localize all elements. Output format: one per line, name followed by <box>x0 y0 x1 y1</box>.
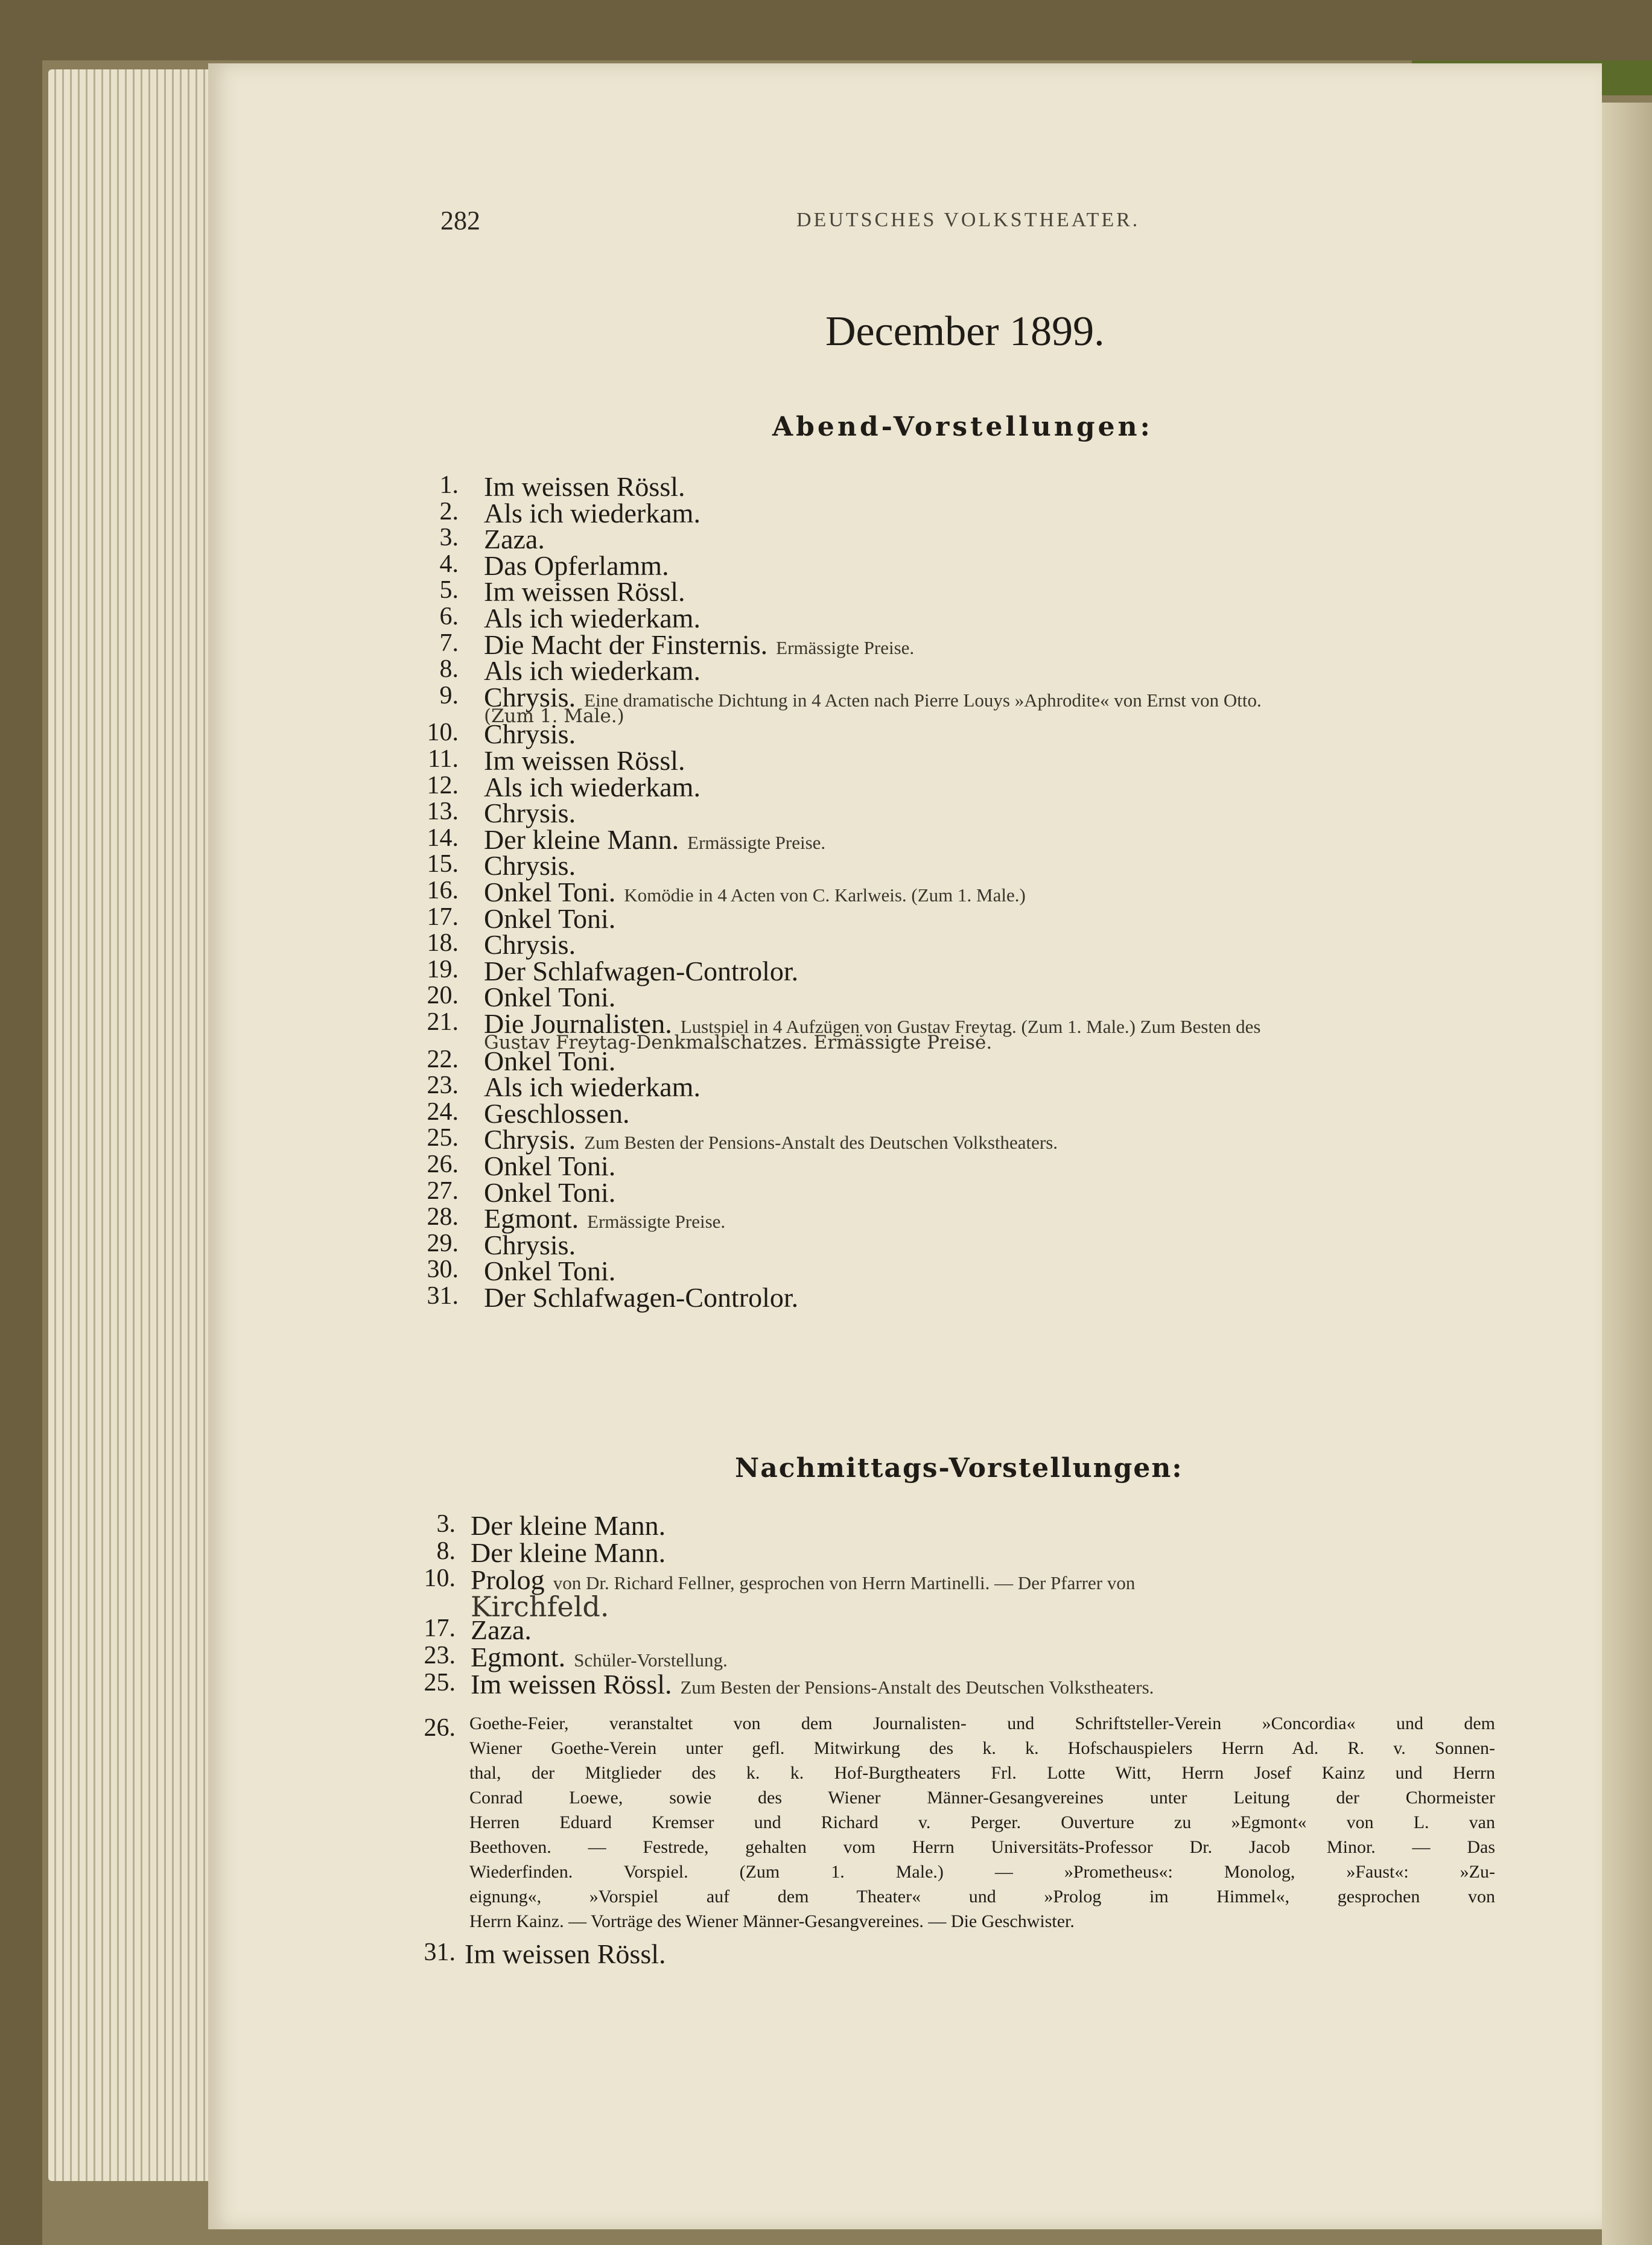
list-item <box>0 1097 1652 1129</box>
list-item <box>0 1281 1652 1313</box>
page-title: December 1899. <box>825 308 1105 355</box>
list-item <box>0 655 1652 687</box>
entry-number: 23. <box>424 1642 456 1669</box>
entry-number: 11. <box>428 745 459 773</box>
list-item <box>0 629 1652 658</box>
entry-title-text: Im weissen Rössl. <box>484 471 685 502</box>
entry-title-text: Im weissen Rössl. <box>471 1669 672 1700</box>
entry-number: 10. <box>424 1564 456 1592</box>
entry-number: 21. <box>427 1008 459 1036</box>
entry-title-text: Onkel Toni. <box>484 1256 616 1287</box>
list-item <box>0 1537 1652 1566</box>
entry-number: 27. <box>427 1176 459 1205</box>
entry-title-text: Zaza. <box>484 524 545 555</box>
entry-title-text: Das Opferlamm. <box>484 550 669 581</box>
entry-title-text: Die Macht der Finsternis. <box>484 629 768 660</box>
list-item <box>0 797 1652 829</box>
list-item <box>0 1255 1652 1287</box>
list-item <box>0 471 1652 500</box>
entry-title-text: Onkel Toni. <box>484 1045 616 1076</box>
entry-number: 13. <box>427 798 459 826</box>
entry-number: 4. <box>439 550 459 578</box>
entry-title-text: Onkel Toni. <box>484 982 616 1013</box>
entry-title-text: Im weissen Rössl. <box>484 576 685 608</box>
entry-title-text: Im weissen Rössl. <box>484 745 685 776</box>
entry-number: 12. <box>427 771 459 799</box>
entry-title-text: Chrysis. <box>484 1229 576 1260</box>
entry-number: 25. <box>427 1124 459 1152</box>
entry-number: 25. <box>424 1669 456 1697</box>
list-item <box>0 1123 1652 1155</box>
paragraph-line: Conrad Loewe, sowie des Wiener Männer-Gesangvereines unter Leitung der Chormeister <box>469 1788 1495 1808</box>
entry-number: 28. <box>427 1203 459 1231</box>
list-item <box>0 771 1652 800</box>
entry-number: 20. <box>427 982 459 1010</box>
entry-note: Zum Besten der Pensions-Anstalt des Deutschen Volkstheaters. <box>680 1677 1154 1698</box>
list-item <box>0 903 1652 932</box>
list-item <box>0 497 1652 529</box>
list-item <box>0 1150 1652 1179</box>
list-item <box>0 681 1652 713</box>
paragraph-line: Herren Eduard Kremser und Richard v. Perger. Ouverture zu »Egmont« von L. van <box>469 1812 1495 1832</box>
entry-title-text: Als ich wiederkam. <box>484 771 701 802</box>
entry-title-text: Der Schlafwagen-Controlor. <box>484 1282 799 1313</box>
entry-title-text: Chrysis. <box>484 1124 576 1155</box>
paragraph-line: Wiederfinden. Vorspiel. (Zum 1. Male.) — »Prometheus«: Monolog, »Faust«: »Zu- <box>469 1862 1495 1882</box>
entry-title <box>484 1281 798 1313</box>
entry-number: 23. <box>427 1072 459 1100</box>
entry-number: 29. <box>427 1229 459 1257</box>
list-item <box>0 1614 1652 1643</box>
list-item <box>0 576 1652 608</box>
paragraph-line: Herrn Kainz. — Vorträge des Wiener Männer-Gesangvereines. — Die Geschwister. <box>469 1911 1075 1931</box>
list-item <box>0 1229 1652 1258</box>
entry-note: Komödie in 4 Acten von C. Karlweis. (Zum 1. Male.) <box>624 884 1026 906</box>
list-item <box>0 1564 1652 1593</box>
goethe-feier-entry <box>469 1711 1495 1934</box>
list-item <box>0 981 1652 1013</box>
entry-note: von Dr. Richard Fellner, gesprochen von Herrn Martinelli. — Der Pfarrer von <box>553 1572 1136 1593</box>
list-item <box>0 745 1652 776</box>
entry-title-text: Onkel Toni. <box>484 1176 616 1208</box>
entry-title-text: Als ich wiederkam. <box>484 603 701 633</box>
entry-note: Zum Besten der Pensions-Anstalt des Deutschen Volkstheaters. <box>584 1132 1058 1154</box>
list-item <box>0 929 1652 961</box>
entry-title-text: Zaza. <box>471 1615 532 1645</box>
entry-note: Schüler-Vorstellung. <box>574 1650 728 1671</box>
entry-number: 26. <box>427 1151 459 1178</box>
entry-title-text: Der kleine Mann. <box>471 1510 666 1541</box>
entry-title-text: Die Journalisten. <box>484 1008 672 1039</box>
entry-title-text: Chrysis. <box>484 929 576 961</box>
list-item <box>0 1641 1652 1670</box>
list-item <box>0 876 1652 905</box>
entry-title-text: Onkel Toni. <box>484 903 616 934</box>
paragraph-line: eignung«, »Vorspiel auf dem Theater« und »Prolog im Himmel«, gesprochen von <box>469 1887 1495 1907</box>
entry-number: 16. <box>427 877 459 904</box>
paragraph-line: Goethe-Feier, veranstaltet von dem Journalisten- und Schriftsteller-Verein »Concordia« und dem <box>469 1713 1495 1733</box>
list-item <box>0 1202 1652 1234</box>
list-item <box>0 955 1652 984</box>
list-item <box>0 602 1652 631</box>
entry-number: 14. <box>427 824 459 852</box>
entry-note: Ermässigte Preise. <box>587 1211 726 1233</box>
entry-title-text: Egmont. <box>471 1642 566 1672</box>
list-item <box>0 1510 1652 1541</box>
page-number: 282 <box>440 206 480 235</box>
entry-number: 18. <box>427 929 459 957</box>
running-title: DEUTSCHES VOLKSTHEATER. <box>796 209 1140 231</box>
paragraph-line: Wiener Goethe-Verein unter gefl. Mitwirkung des k. k. Hofschauspielers Herrn Ad. R. v. Sonnen- <box>469 1738 1495 1758</box>
entry-number: 1. <box>439 471 459 499</box>
entry-number: 5. <box>439 576 459 605</box>
entry-number: 2. <box>439 497 459 526</box>
entry-title: Im weissen Rössl. <box>465 1939 666 1969</box>
entry-number: 3. <box>439 524 459 552</box>
entry-number: 24. <box>427 1097 459 1126</box>
entry-title-text: Onkel Toni. <box>484 877 616 907</box>
entry-title <box>471 1668 1154 1700</box>
list-item <box>0 1045 1652 1074</box>
entry-note: Ermässigte Preise. <box>776 637 915 658</box>
entry-number: 31. <box>427 1282 459 1310</box>
entry-note: Lustspiel in 4 Aufzügen von Gustav Freytag. (Zum 1. Male.) Zum Besten des <box>680 1016 1261 1037</box>
list-item <box>0 550 1652 579</box>
paragraph-line: thal, der Mitglieder des k. k. Hof-Burgtheaters Frl. Lotte Witt, Herrn Josef Kainz und Herrn <box>469 1763 1495 1783</box>
entry-title-text: Als ich wiederkam. <box>484 655 701 687</box>
list-item <box>0 824 1652 853</box>
entry-continuation: Kirchfeld. <box>471 1590 609 1623</box>
entry-number: 31. <box>424 1939 456 1966</box>
entry-title-text: Chrysis. <box>484 798 576 829</box>
entry-title-text: Geschlossen. <box>484 1097 630 1129</box>
list-item <box>0 1938 1652 1967</box>
entry-title-text: Der kleine Mann. <box>484 824 679 855</box>
entry-title-text: Der Schlafwagen-Controlor. <box>484 955 799 986</box>
nachmittag-heading: Nachmittags-Vorstellungen: <box>735 1453 1183 1484</box>
list-item <box>0 718 1652 750</box>
entry-number: 10. <box>427 719 459 747</box>
entry-title-text: Als ich wiederkam. <box>484 497 701 529</box>
abend-heading: Abend-Vorstellungen: <box>772 411 1153 442</box>
list-item <box>0 849 1652 881</box>
running-head <box>0 205 1652 241</box>
paragraph-line: Beethoven. — Festrede, gehalten vom Herrn Universitäts-Professor Dr. Jacob Minor. — Das <box>469 1837 1495 1857</box>
entry-number: 7. <box>439 629 459 657</box>
entry-title-text: Onkel Toni. <box>484 1151 616 1181</box>
entry-number: 8. <box>439 655 459 684</box>
entry-title-text: Der kleine Mann. <box>471 1537 666 1568</box>
list-item <box>0 1071 1652 1103</box>
list-item <box>0 523 1652 555</box>
entry-number: 9. <box>439 681 459 710</box>
entry-number: 17. <box>424 1615 456 1642</box>
entry-number: 6. <box>439 603 459 630</box>
entry-number: 26. <box>424 1714 456 1742</box>
entry-title-text: Chrysis. <box>484 850 576 881</box>
entry-number: 22. <box>427 1045 459 1073</box>
entry-note: Eine dramatische Dichtung in 4 Acten nach Pierre Louys »Aphrodite« von Ernst von Otto. <box>584 689 1262 711</box>
list-item <box>0 1668 1652 1700</box>
entry-continuation: (Zum 1. Male.) <box>484 705 624 727</box>
entry-title-text: Als ich wiederkam. <box>484 1072 701 1103</box>
entry-continuation: Gustav Freytag-Denkmalschatzes. Ermässigte Preise. <box>484 1032 993 1053</box>
entry-number: 30. <box>427 1256 459 1284</box>
entry-title-text: Chrysis. <box>484 719 576 750</box>
list-item <box>0 1176 1652 1208</box>
entry-number: 3. <box>436 1510 456 1538</box>
entry-title-text: Prolog <box>471 1564 545 1595</box>
entry-title-text: Chrysis. <box>484 681 576 713</box>
entry-note: Ermässigte Preise. <box>687 831 826 853</box>
entry-number: 8. <box>436 1537 456 1565</box>
entry-number: 15. <box>427 850 459 878</box>
entry-title-text: Egmont. <box>484 1203 579 1234</box>
entry-number: 19. <box>427 955 459 983</box>
entry-number: 17. <box>427 903 459 931</box>
